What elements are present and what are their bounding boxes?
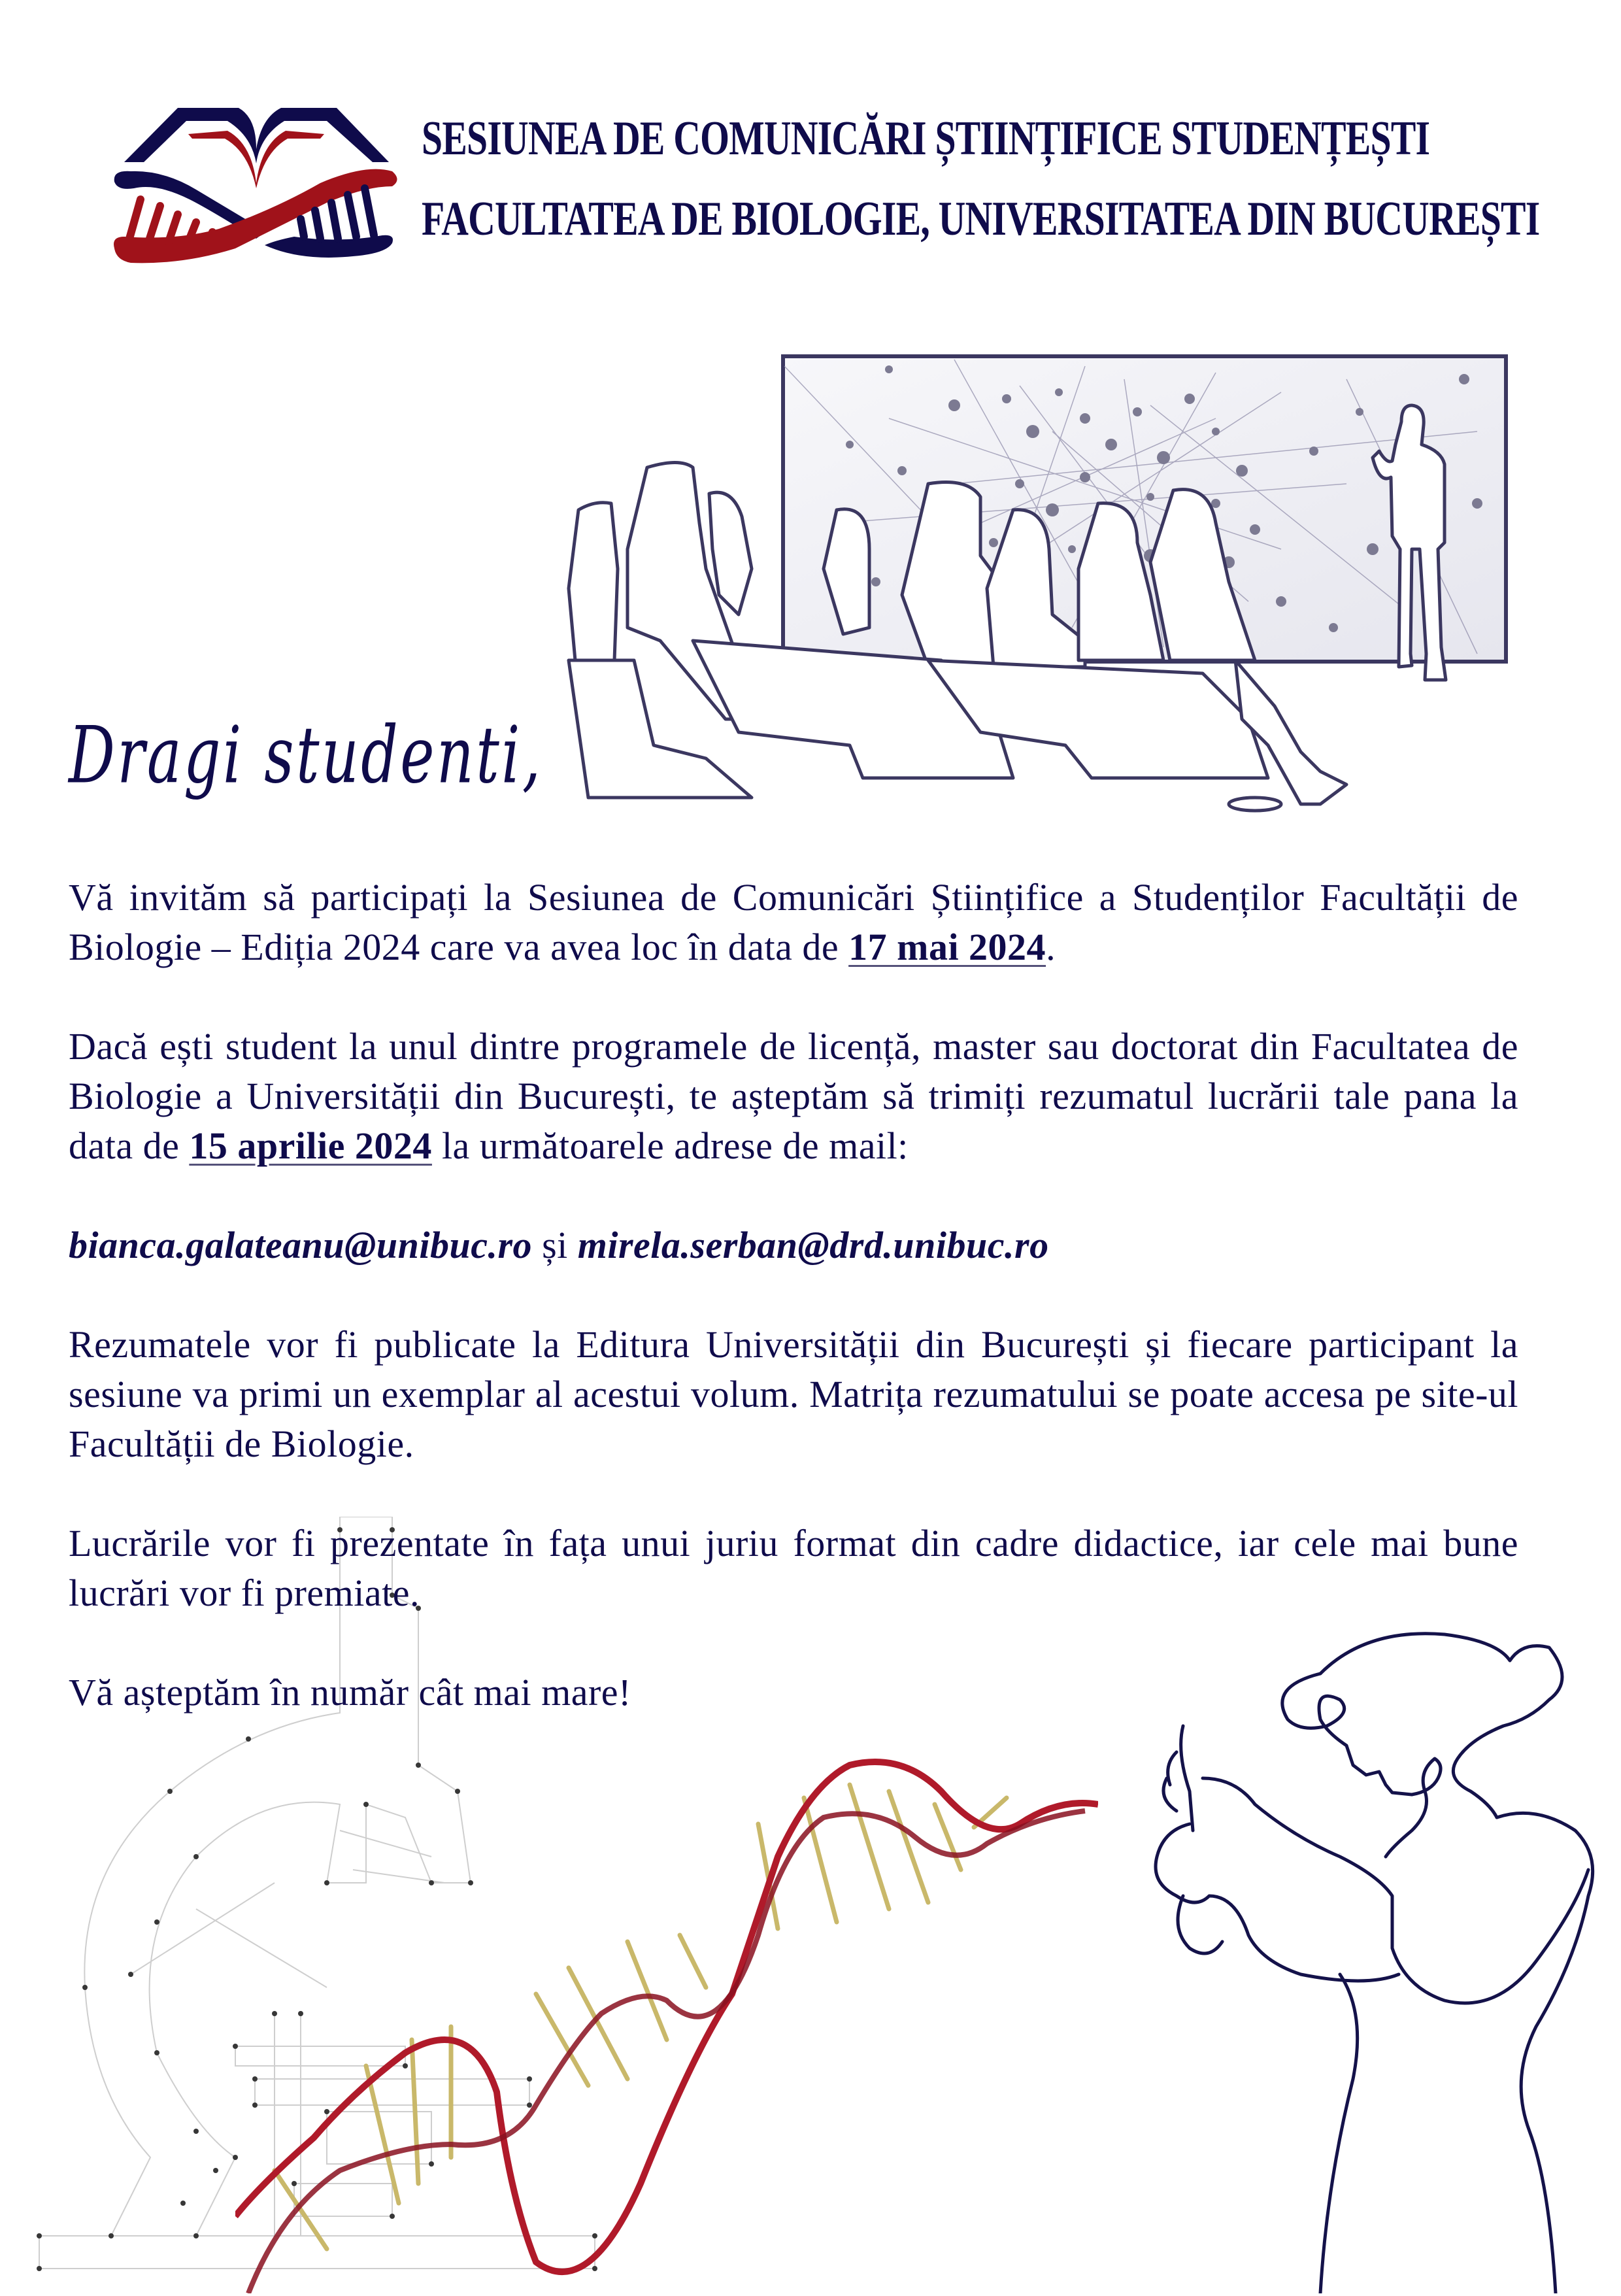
event-date: 17 mai 2024 — [848, 926, 1046, 968]
deadline-date: 15 aprilie 2024 — [189, 1124, 432, 1167]
dna-double-helix-illustration — [235, 1687, 1098, 2293]
open-book-dna-logo-icon — [105, 92, 405, 271]
greeting-heading: Dragi studenti, — [69, 709, 543, 802]
conjunction: și — [532, 1224, 578, 1266]
paragraph-emails — [69, 1221, 1518, 1270]
lecture-audience-illustration — [562, 353, 1516, 824]
paragraph-invitation — [69, 873, 1518, 972]
faculty-title: FACULTATEA DE BIOLOGIE, UNIVERSITATEA DIN BUCUREȘTI — [422, 192, 1540, 246]
invitation-text: Vă invităm să participați la Sesiunea de Comunicări Științifice a Studenților Facultății de Biologie – Ediția 2024 care va avea loc în data de — [69, 876, 1518, 968]
paragraph-submission — [69, 1022, 1518, 1171]
submission-text: Dacă ești student la unul dintre programele de licență, master sau doctorat din Facultatea de Biologie a Universității din București, te așteptăm să trimiți rezumatul lucrării tale pana la data de — [69, 1025, 1518, 1167]
paragraph-jury: Lucrările vor fi prezentate în fața unui juriu format din cadre didactice, iar cele mai bune lucrări vor fi premiate. — [69, 1522, 1518, 1614]
event-title: SESIUNEA DE COMUNICĂRI ȘTIINȚIFICE STUDENȚEȘTI — [422, 112, 1430, 165]
paragraph-closing: Vă așteptăm în număr cât mai mare! — [69, 1671, 631, 1714]
email-link-bianca[interactable]: bianca.galateanu@unibuc.ro — [69, 1224, 533, 1266]
email-link-mirela[interactable]: mirela.serban@drd.unibuc.ro — [577, 1224, 1049, 1266]
logo — [105, 92, 405, 271]
invitation-body — [69, 873, 1518, 1767]
submission-text-end: la următoarele adrese de mail: — [431, 1124, 909, 1167]
dna-illustration — [235, 1687, 1098, 2293]
lecture-illustration — [562, 353, 1516, 824]
punctuation: . — [1046, 926, 1056, 968]
paragraph-publication: Rezumatele vor fi publicate la Editura Universității din București și fiecare participant la sesiune va primi un exemplar al acestui volum. Matrița rezumatului se poate accesa pe site-ul Facultății de Biologie. — [69, 1323, 1518, 1465]
